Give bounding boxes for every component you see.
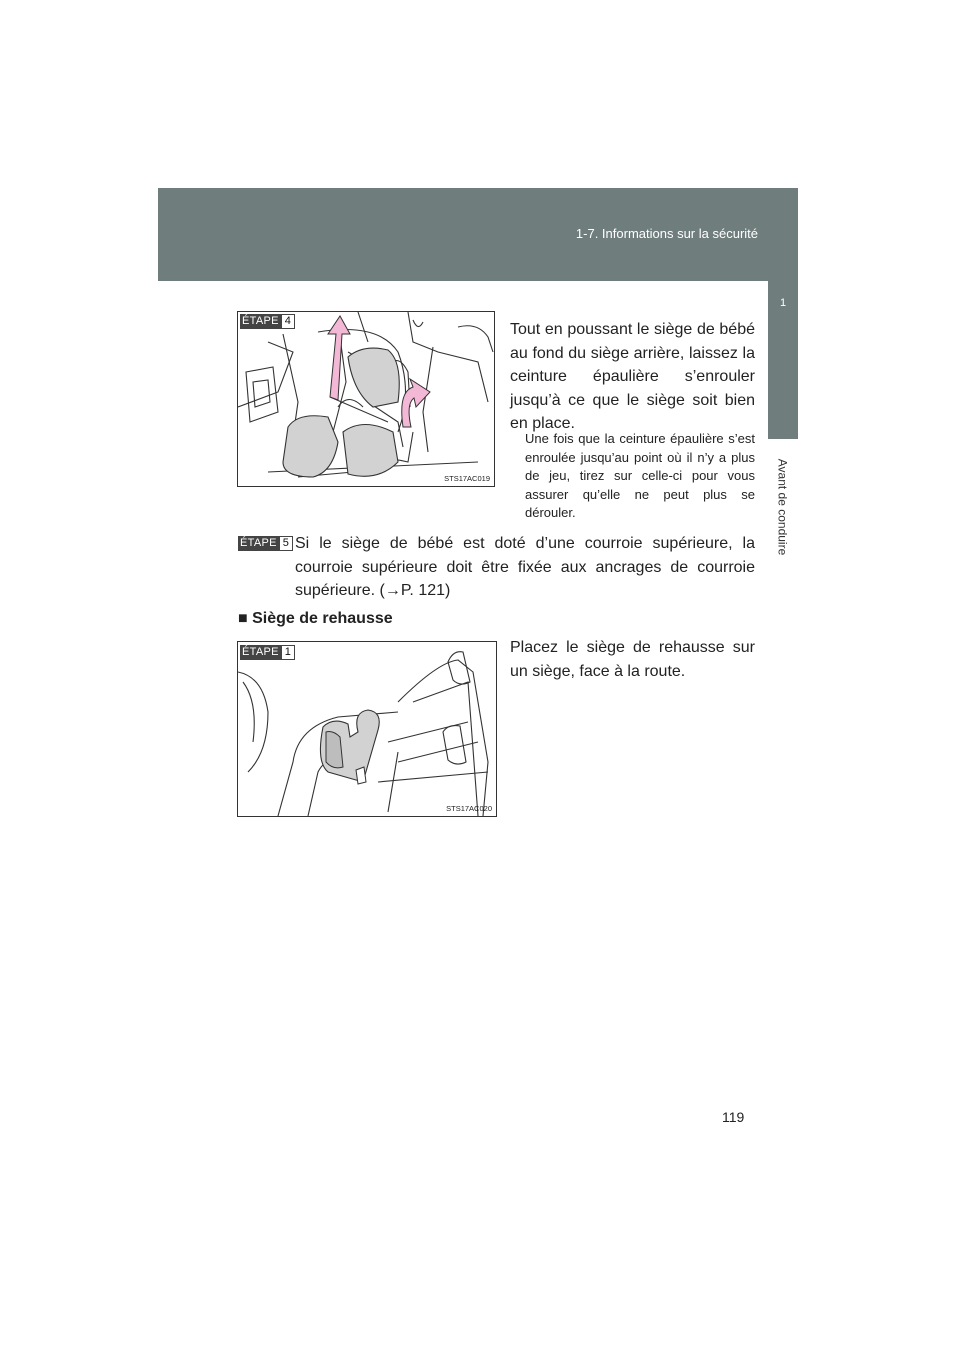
side-tab-label: Avant de conduire — [775, 458, 790, 556]
child-seat-drawing — [238, 312, 494, 486]
step-word: ÉTAPE — [242, 646, 279, 658]
figure-code: STS17AC020 — [446, 804, 492, 813]
step4-text: Tout en poussant le siège de bébé au fond du siège arrière, laissez la ceinture épaulière s’enrouler jusqu’à ce que le siège soit bien en place. — [510, 321, 755, 432]
step-number: 1 — [281, 645, 295, 660]
section-heading — [238, 610, 393, 628]
step-number: 5 — [279, 536, 293, 551]
step-word: ÉTAPE — [240, 537, 277, 549]
section-title: Siège de rehausse — [252, 610, 393, 627]
figure-code: STS17AC019 — [444, 474, 490, 483]
step-word: ÉTAPE — [242, 315, 279, 327]
step4-note: Une fois que la ceinture épaulière s’est enroulée jusqu’au point où il n’y a plus de jeu, tirez sur celle-ci pour vous assurer qu’elle ne peut plus se dérouler. — [525, 431, 755, 520]
page-number: 119 — [722, 1109, 745, 1125]
booster-seat-illustration — [237, 641, 497, 817]
step-badge — [240, 645, 295, 660]
section-bullet: ■ — [238, 610, 248, 627]
side-tab-label-container — [775, 445, 791, 570]
step1-text: Placez le siège de rehausse sur un siège, face à la route. — [510, 639, 755, 680]
child-seat-illustration — [237, 311, 495, 487]
step5-text: Si le siège de bébé est doté d’une courroie supérieure, la courroie supérieure doit être fixée aux ancrages de courroie supérieure. (→P. 121) — [295, 535, 755, 599]
step-badge — [240, 314, 295, 329]
side-tab — [768, 281, 798, 439]
chapter-title: 1-7. Informations sur la sécurité — [575, 226, 758, 241]
side-tab-number: 1 — [779, 297, 787, 309]
chapter-header — [158, 188, 798, 281]
step-number: 4 — [281, 314, 295, 329]
step-badge — [238, 536, 293, 551]
booster-seat-drawing — [238, 642, 496, 816]
